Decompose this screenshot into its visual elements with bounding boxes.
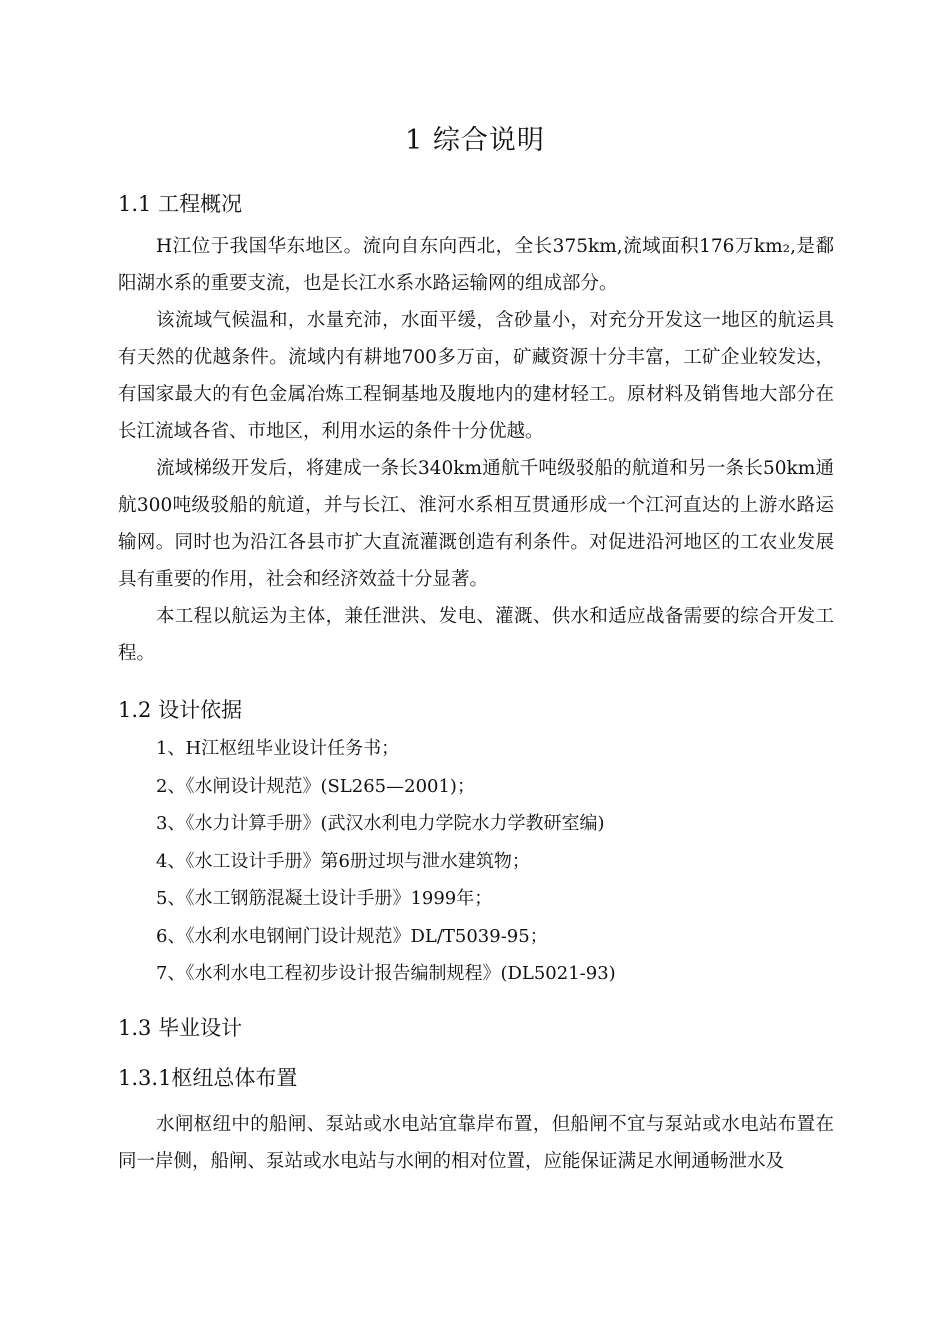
reference-list bbox=[156, 730, 616, 993]
section-heading-1-3-1: 1.3.1枢纽总体布置 bbox=[118, 1066, 298, 1090]
list-item: 7、《水利水电工程初步设计报告编制规程》(DL5021-93) bbox=[156, 963, 616, 984]
paragraph-layout: 水闸枢纽中的船闸、泵站或水电站宜靠岸布置，但船闸不宜与泵站或水电站布置在同一岸侧，船闸、泵站或水电站与水闸的相对位置，应能保证满足水闸通畅泄水及 bbox=[118, 1114, 834, 1172]
section-heading-1-2: 1.2 设计依据 bbox=[118, 698, 243, 722]
list-item: 6、《水利水电钢闸门设计规范》DL/T5039-95； bbox=[156, 925, 548, 947]
paragraph-overview-purpose: 本工程以航运为主体，兼任泄洪、发电、灌溉、供水和适应战备需要的综合开发工程。 bbox=[118, 606, 834, 664]
list-item: 4、《水工设计手册》第6册过坝与泄水建筑物； bbox=[156, 850, 530, 872]
paragraph-overview-development: 流域梯级开发后，将建成一条长340km通航千吨级驳船的航道和另一条长50km通航300吨级驳船的航道，并与长江、淮河水系相互贯通形成一个江河直达的上游水路运输网。同时也为沿江各县市扩大直流灌溉创造有利条件。对促进沿河地区的工农业发展具有重要的作用，社会和经济效益十分显著。 bbox=[118, 458, 834, 590]
chapter-title: 1 综合说明 bbox=[405, 125, 545, 156]
paragraph-overview-climate: 该流域气候温和，水量充沛，水面平缓，含砂量小，对充分开发这一地区的航运具有天然的优越条件。流域内有耕地700多万亩，矿藏资源十分丰富，工矿企业较发达，有国家最大的有色金属冶炼工程铜基地及腹地内的建材轻工。原材料及销售地大部分在长江流域各省、市地区，利用水运的条件十分优越。 bbox=[118, 310, 834, 442]
list-item: 5、《水工钢筋混凝土设计手册》1999年； bbox=[156, 888, 493, 909]
section-heading-1-3: 1.3 毕业设计 bbox=[118, 1016, 243, 1040]
list-item: 3、《水力计算手册》(武汉水利电力学院水力学教研室编) bbox=[156, 813, 605, 834]
list-item: 2、《水闸设计规范》(SL265—2001)； bbox=[156, 775, 475, 797]
list-item: 1、H江枢纽毕业设计任务书； bbox=[156, 738, 400, 759]
section-heading-1-1: 1.1 工程概况 bbox=[118, 192, 243, 216]
paragraph-overview-location: H江位于我国华东地区。流向自东向西北，全长375km,流域面积176万km₂,是鄱阳湖水系的重要支流，也是长江水系水路运输网的组成部分。 bbox=[118, 236, 834, 294]
